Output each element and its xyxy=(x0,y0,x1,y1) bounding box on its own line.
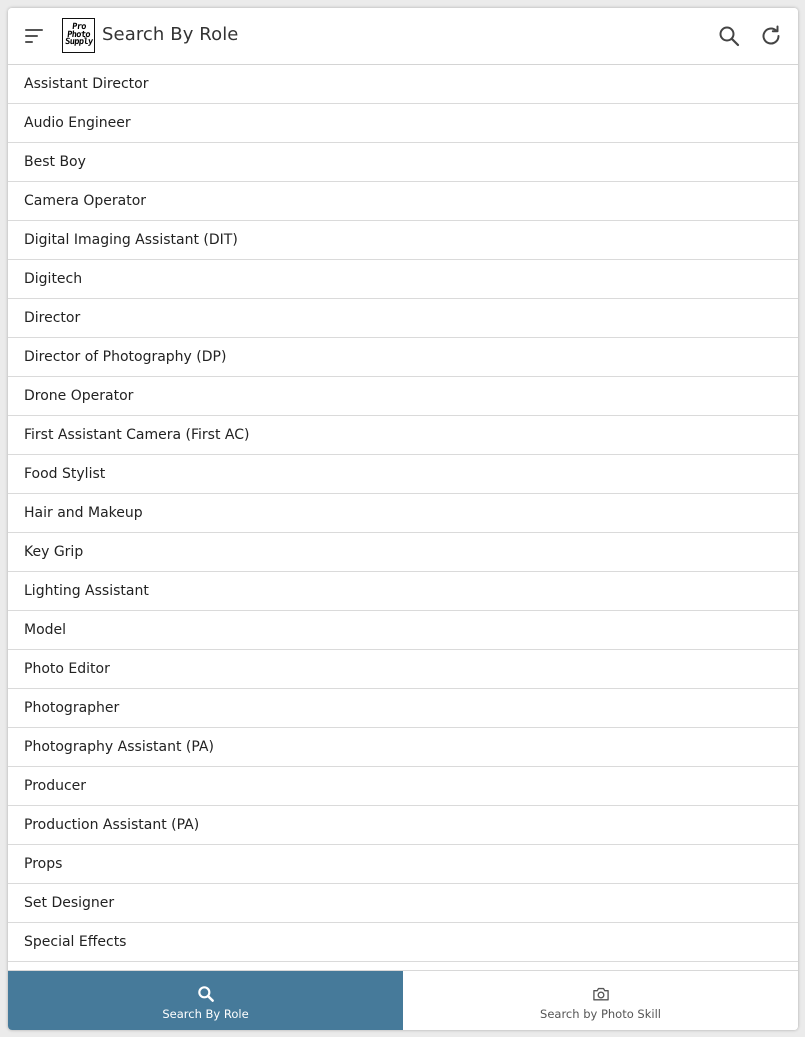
role-list[interactable] xyxy=(8,65,798,970)
role-list-item[interactable]: Production Assistant (PA) xyxy=(8,806,798,845)
role-list-item[interactable]: Photo Editor xyxy=(8,650,798,689)
refresh-icon xyxy=(759,24,783,48)
search-button[interactable] xyxy=(717,24,741,48)
refresh-button[interactable] xyxy=(759,24,783,48)
role-list-item[interactable]: Director xyxy=(8,299,798,338)
role-list-item[interactable]: Camera Operator xyxy=(8,182,798,221)
role-list-item[interactable]: First Assistant Camera (First AC) xyxy=(8,416,798,455)
app-window xyxy=(8,8,798,1030)
menu-icon xyxy=(22,24,46,48)
page-title: Search By Role xyxy=(102,24,239,45)
camera-icon xyxy=(591,984,611,1004)
role-list-item[interactable]: Lighting Assistant xyxy=(8,572,798,611)
search-icon xyxy=(196,984,216,1004)
logo-line: Photo xyxy=(66,29,91,40)
search-icon xyxy=(717,24,741,48)
role-list-item[interactable]: Photographer xyxy=(8,689,798,728)
tab-label: Search by Photo Skill xyxy=(540,1007,661,1021)
role-list-item[interactable]: Assistant Director xyxy=(8,65,798,104)
tab-label: Search By Role xyxy=(162,1007,249,1021)
menu-button[interactable] xyxy=(22,24,46,48)
bottom-tab-bar xyxy=(8,970,798,1030)
tab-search-by-role[interactable] xyxy=(8,971,403,1030)
role-list-item[interactable]: Photography Assistant (PA) xyxy=(8,728,798,767)
role-list-item[interactable]: Audio Engineer xyxy=(8,104,798,143)
app-header xyxy=(8,8,798,65)
role-list-item[interactable]: Food Stylist xyxy=(8,455,798,494)
role-list-item[interactable]: Director of Photography (DP) xyxy=(8,338,798,377)
role-list-item[interactable]: Digitech xyxy=(8,260,798,299)
role-list-item[interactable]: Model xyxy=(8,611,798,650)
role-list-item[interactable]: Key Grip xyxy=(8,533,798,572)
role-list-item[interactable]: Best Boy xyxy=(8,143,798,182)
role-list-item[interactable]: Producer xyxy=(8,767,798,806)
logo-line: Pro xyxy=(71,21,86,32)
tab-search-by-photo-skill[interactable] xyxy=(403,971,798,1030)
brand-logo xyxy=(62,18,95,53)
role-list-item[interactable]: Drone Operator xyxy=(8,377,798,416)
role-list-item[interactable]: Hair and Makeup xyxy=(8,494,798,533)
logo-line: Supply xyxy=(64,37,93,48)
role-list-item[interactable]: Set Designer xyxy=(8,884,798,923)
role-list-item[interactable]: Props xyxy=(8,845,798,884)
role-list-item[interactable]: Digital Imaging Assistant (DIT) xyxy=(8,221,798,260)
role-list-item[interactable]: Special Effects xyxy=(8,923,798,962)
